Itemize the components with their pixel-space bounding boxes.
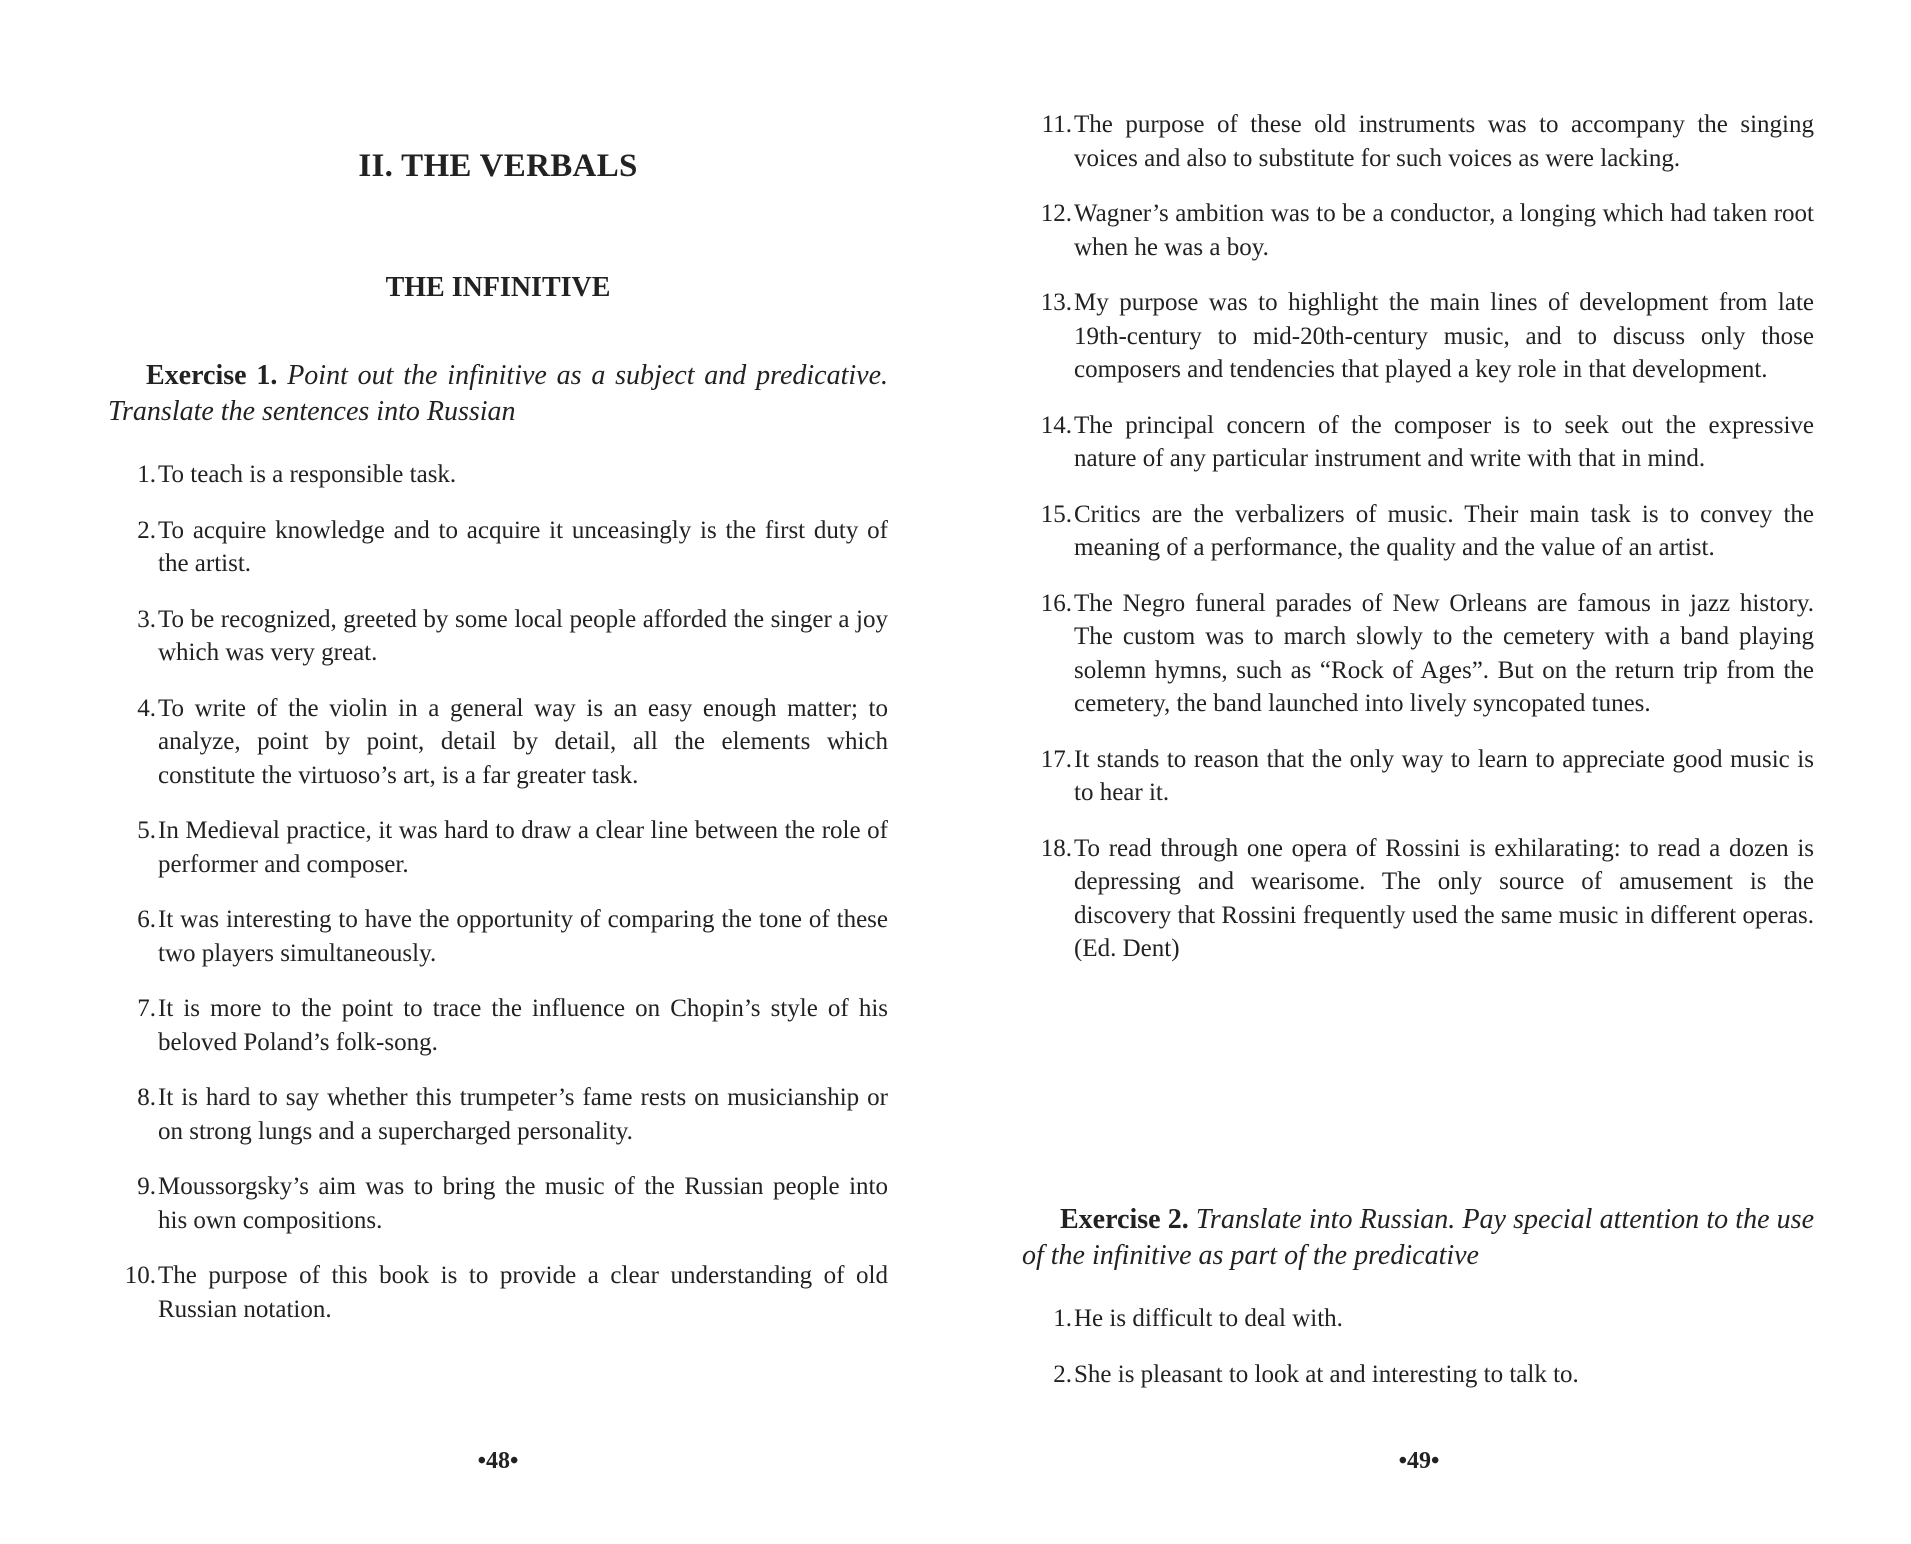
list-item	[1022, 108, 1814, 175]
exercise-2-instruction: Translate into Russian. Pay special attention to the use of the infinitive as part of the predicative	[1022, 1204, 1814, 1271]
list-item	[1022, 409, 1814, 476]
item-text: It is more to the point to trace the influence on Chopin’s style of his beloved Poland’s folk-song.	[158, 995, 888, 1056]
list-item	[108, 814, 888, 881]
left-page	[108, 0, 888, 1544]
list-item	[108, 1081, 888, 1148]
exercise-2-label: Exercise 2.	[1060, 1204, 1189, 1235]
list-item	[1022, 1358, 1814, 1392]
list-item	[108, 1259, 888, 1326]
item-number: 1.	[137, 461, 156, 488]
list-item	[108, 514, 888, 581]
item-number: 2.	[137, 516, 156, 544]
list-item	[1022, 587, 1814, 721]
item-text: My purpose was to highlight the main lines of development from late 19th-century to mid-20th-century music, and to discuss only those composers and tendencies that played a key role in that development.	[1074, 289, 1814, 383]
item-text: To write of the violin in a general way is an easy enough matter; to analyze, point by point, detail by detail, all the elements which constitute the virtuoso’s art, is a far greater task.	[158, 694, 888, 789]
list-item	[108, 692, 888, 793]
item-number: 13.	[1040, 289, 1072, 316]
item-number: 3.	[137, 605, 156, 633]
item-text: It stands to reason that the only way to learn to appreciate good music is to hear it.	[1074, 745, 1814, 806]
item-text: The purpose of this book is to provide a clear understanding of old Russian notation.	[158, 1262, 888, 1323]
item-text: To teach is a responsible task.	[158, 461, 457, 488]
list-item	[1022, 286, 1814, 387]
list-item	[1022, 197, 1814, 264]
item-number: 14.	[1040, 411, 1072, 439]
right-page	[1022, 0, 1814, 1544]
list-item	[108, 903, 888, 970]
item-number: 1.	[1053, 1305, 1072, 1332]
list-item	[108, 992, 888, 1059]
page-number: •49•	[1398, 1448, 1440, 1474]
item-text: The purpose of these old instruments was to accompany the singing voices and also to substitute for such voices as were lacking.	[1074, 111, 1814, 172]
item-text: Wagner’s ambition was to be a conductor, a longing which had taken root when he was a boy.	[1074, 200, 1814, 261]
chapter-title: II. THE VERBALS	[358, 148, 638, 184]
item-number: 17.	[1040, 745, 1072, 773]
section-title: THE INFINITIVE	[385, 272, 611, 303]
list-item	[108, 1170, 888, 1237]
item-number: 12.	[1040, 200, 1072, 227]
exercise-2-list	[1022, 1302, 1814, 1413]
exercise-2-heading	[1022, 1202, 1814, 1274]
list-item	[1022, 832, 1814, 966]
exercise-1-heading	[108, 358, 888, 430]
item-text: To be recognized, greeted by some local people afforded the singer a joy which was very great.	[158, 605, 888, 666]
item-number: 8.	[137, 1084, 156, 1111]
list-item	[108, 603, 888, 670]
item-text: It is hard to say whether this trumpeter’s fame rests on musicianship or on strong lungs and a supercharged personality.	[158, 1084, 888, 1145]
list-item	[1022, 743, 1814, 810]
item-text: To read through one opera of Rossini is exhilarating: to read a dozen is depressing and wearisome. The only source of amusement is the discovery that Rossini frequently used the same music in different operas. (Ed. Dent)	[1074, 834, 1814, 962]
item-number: 16.	[1040, 589, 1072, 617]
item-number: 9.	[137, 1173, 156, 1200]
item-number: 7.	[137, 995, 156, 1022]
item-number: 6.	[137, 906, 156, 933]
list-item	[108, 458, 888, 492]
item-text: Critics are the verbalizers of music. Their main task is to convey the meaning of a performance, the quality and the value of an artist.	[1074, 500, 1814, 561]
item-number: 5.	[137, 817, 156, 844]
item-text: To acquire knowledge and to acquire it unceasingly is the first duty of the artist.	[158, 516, 888, 577]
item-number: 4.	[137, 694, 156, 722]
item-text: Moussorgsky’s aim was to bring the music of the Russian people into his own compositions.	[158, 1173, 888, 1234]
item-number: 10.	[124, 1262, 156, 1289]
exercise-1-label: Exercise 1.	[146, 360, 278, 391]
item-text: The principal concern of the composer is to seek out the expressive nature of any particular instrument and write with that in mind.	[1074, 411, 1814, 472]
item-text: In Medieval practice, it was hard to draw a clear line between the role of performer and composer.	[158, 817, 888, 878]
item-text: It was interesting to have the opportunity of comparing the tone of these two players simultaneously.	[158, 906, 888, 967]
item-number: 15.	[1040, 500, 1072, 528]
item-text: The Negro funeral parades of New Orleans are famous in jazz history. The custom was to march slowly to the cemetery with a band playing solemn hymns, such as “Rock of Ages”. But on the return trip from the cemetery, the band launched into lively syncopated tunes.	[1074, 589, 1814, 717]
list-item	[1022, 498, 1814, 565]
page-number: •48•	[477, 1448, 519, 1474]
item-number: 11.	[1041, 111, 1072, 138]
item-text: He is difficult to deal with.	[1074, 1305, 1343, 1332]
item-number: 18.	[1040, 834, 1072, 862]
exercise-1-instruction: Point out the infinitive as a subject and predicative. Translate the sentences into Russian	[108, 360, 889, 427]
item-number: 2.	[1053, 1360, 1072, 1388]
list-item	[1022, 1302, 1814, 1336]
item-text: She is pleasant to look at and interesting to talk to.	[1074, 1360, 1579, 1388]
exercise-1-list	[108, 458, 888, 1348]
exercise-1-continued-list	[1022, 108, 1814, 988]
